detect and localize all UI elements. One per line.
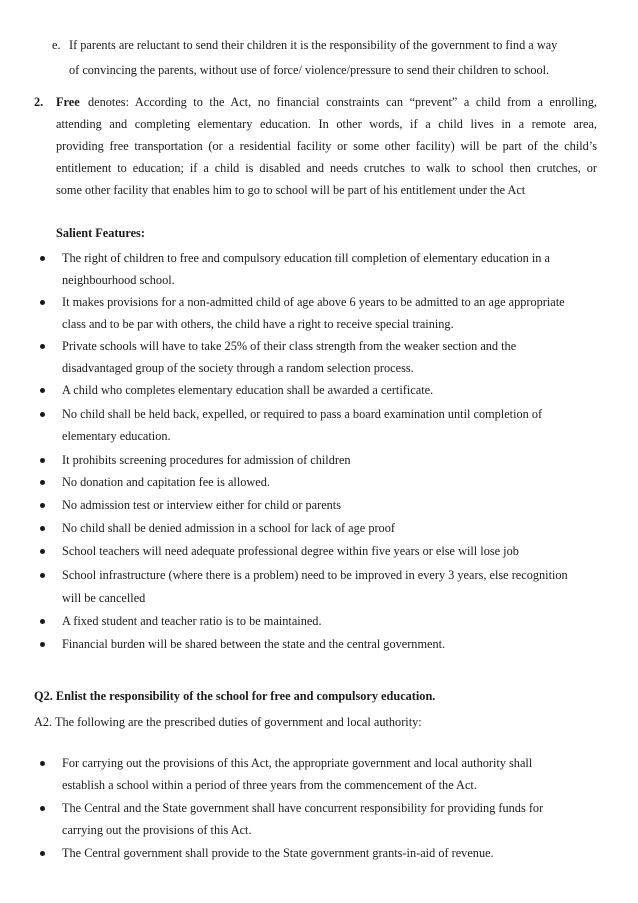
item-2-marker: 2. bbox=[34, 95, 44, 109]
list-item-line: elementary education. bbox=[62, 429, 171, 443]
item-2-line-1: denotes: According to the Act, no financial constraints can “prevent” a child from a enrolling, bbox=[88, 95, 597, 109]
list-item-line: The Central and the State government shall have concurrent responsibility for providing funds for bbox=[62, 801, 544, 815]
list-item-line: Financial burden will be shared between the state and the central government. bbox=[62, 637, 446, 651]
item-2-line-5: some other facility that enables him to go to school will be part of his entitlement under the Act bbox=[56, 183, 526, 197]
item-2-line-4: entitlement to education; if a child is disabled and needs crutches to walk to school then crutches, or bbox=[56, 161, 597, 175]
list-item-line: No child shall be held back, expelled, or required to pass a board examination until completion of bbox=[62, 407, 543, 421]
list-item-line: For carrying out the provisions of this Act, the appropriate government and local authority shall bbox=[62, 756, 533, 770]
bullet-icon bbox=[40, 761, 45, 766]
salient-features-heading: Salient Features: bbox=[56, 226, 145, 240]
list-item-line: No donation and capitation fee is allowed. bbox=[62, 475, 270, 489]
bullet-icon bbox=[40, 300, 45, 305]
item-e-marker: e. bbox=[52, 38, 61, 52]
list-item-line: neighbourhood school. bbox=[62, 273, 175, 287]
item-2-line-2: attending and completing elementary education. In other words, if a child lives in a remote area, bbox=[56, 117, 597, 131]
bullet-icon bbox=[40, 851, 45, 856]
question-heading: Q2. Enlist the responsibility of the school for free and compulsory education. bbox=[34, 689, 436, 703]
item-e-line-1: If parents are reluctant to send their children it is the responsibility of the government to find a way bbox=[69, 38, 558, 52]
bullet-icon bbox=[40, 806, 45, 811]
bullet-icon bbox=[40, 458, 45, 463]
list-item-line: Private schools will have to take 25% of their class strength from the weaker section and the bbox=[62, 339, 517, 353]
list-item-line: establish a school within a period of three years from the commencement of the Act. bbox=[62, 778, 477, 792]
item-e-line-2: of convincing the parents, without use of force/ violence/pressure to send their children to school. bbox=[69, 63, 550, 77]
bullet-icon bbox=[40, 549, 45, 554]
bullet-icon bbox=[40, 412, 45, 417]
item-2-line-3: providing free transportation (or a residential facility or some other facility) will be part of the child’s bbox=[56, 139, 597, 153]
list-item-line: No admission test or interview either for child or parents bbox=[62, 498, 341, 512]
list-item-line: The Central government shall provide to the State government grants-in-aid of revenue. bbox=[62, 846, 494, 860]
list-item-line: A child who completes elementary education shall be awarded a certificate. bbox=[62, 383, 434, 397]
bullet-icon bbox=[40, 256, 45, 261]
list-item-line: carrying out the provisions of this Act. bbox=[62, 823, 252, 837]
list-item-line: It prohibits screening procedures for admission of children bbox=[62, 453, 351, 467]
list-item-line: class and to be par with others, the child have a right to receive special training. bbox=[62, 317, 454, 331]
list-item-line: School infrastructure (where there is a problem) need to be improved in every 3 years, else recognition bbox=[62, 568, 568, 582]
answer-intro: A2. The following are the prescribed duties of government and local authority: bbox=[34, 715, 422, 729]
bullet-icon bbox=[40, 503, 45, 508]
list-item-line: will be cancelled bbox=[62, 591, 146, 605]
list-item-line: No child shall be denied admission in a school for lack of age proof bbox=[62, 521, 395, 535]
bullet-icon bbox=[40, 480, 45, 485]
item-2-term: Free bbox=[56, 95, 80, 109]
bullet-icon bbox=[40, 526, 45, 531]
list-item-line: School teachers will need adequate professional degree within five years or else will lose job bbox=[62, 544, 519, 558]
bullet-icon bbox=[40, 573, 45, 578]
bullet-icon bbox=[40, 388, 45, 393]
list-item-line: A fixed student and teacher ratio is to be maintained. bbox=[62, 614, 322, 628]
bullet-icon bbox=[40, 344, 45, 349]
list-item-line: disadvantaged group of the society through a random selection process. bbox=[62, 361, 414, 375]
bullet-icon bbox=[40, 642, 45, 647]
bullet-icon bbox=[40, 619, 45, 624]
list-item-line: It makes provisions for a non-admitted child of age above 6 years to be admitted to an age appropriate bbox=[62, 295, 565, 309]
list-item-line: The right of children to free and compulsory education till completion of elementary education in a bbox=[62, 251, 550, 265]
